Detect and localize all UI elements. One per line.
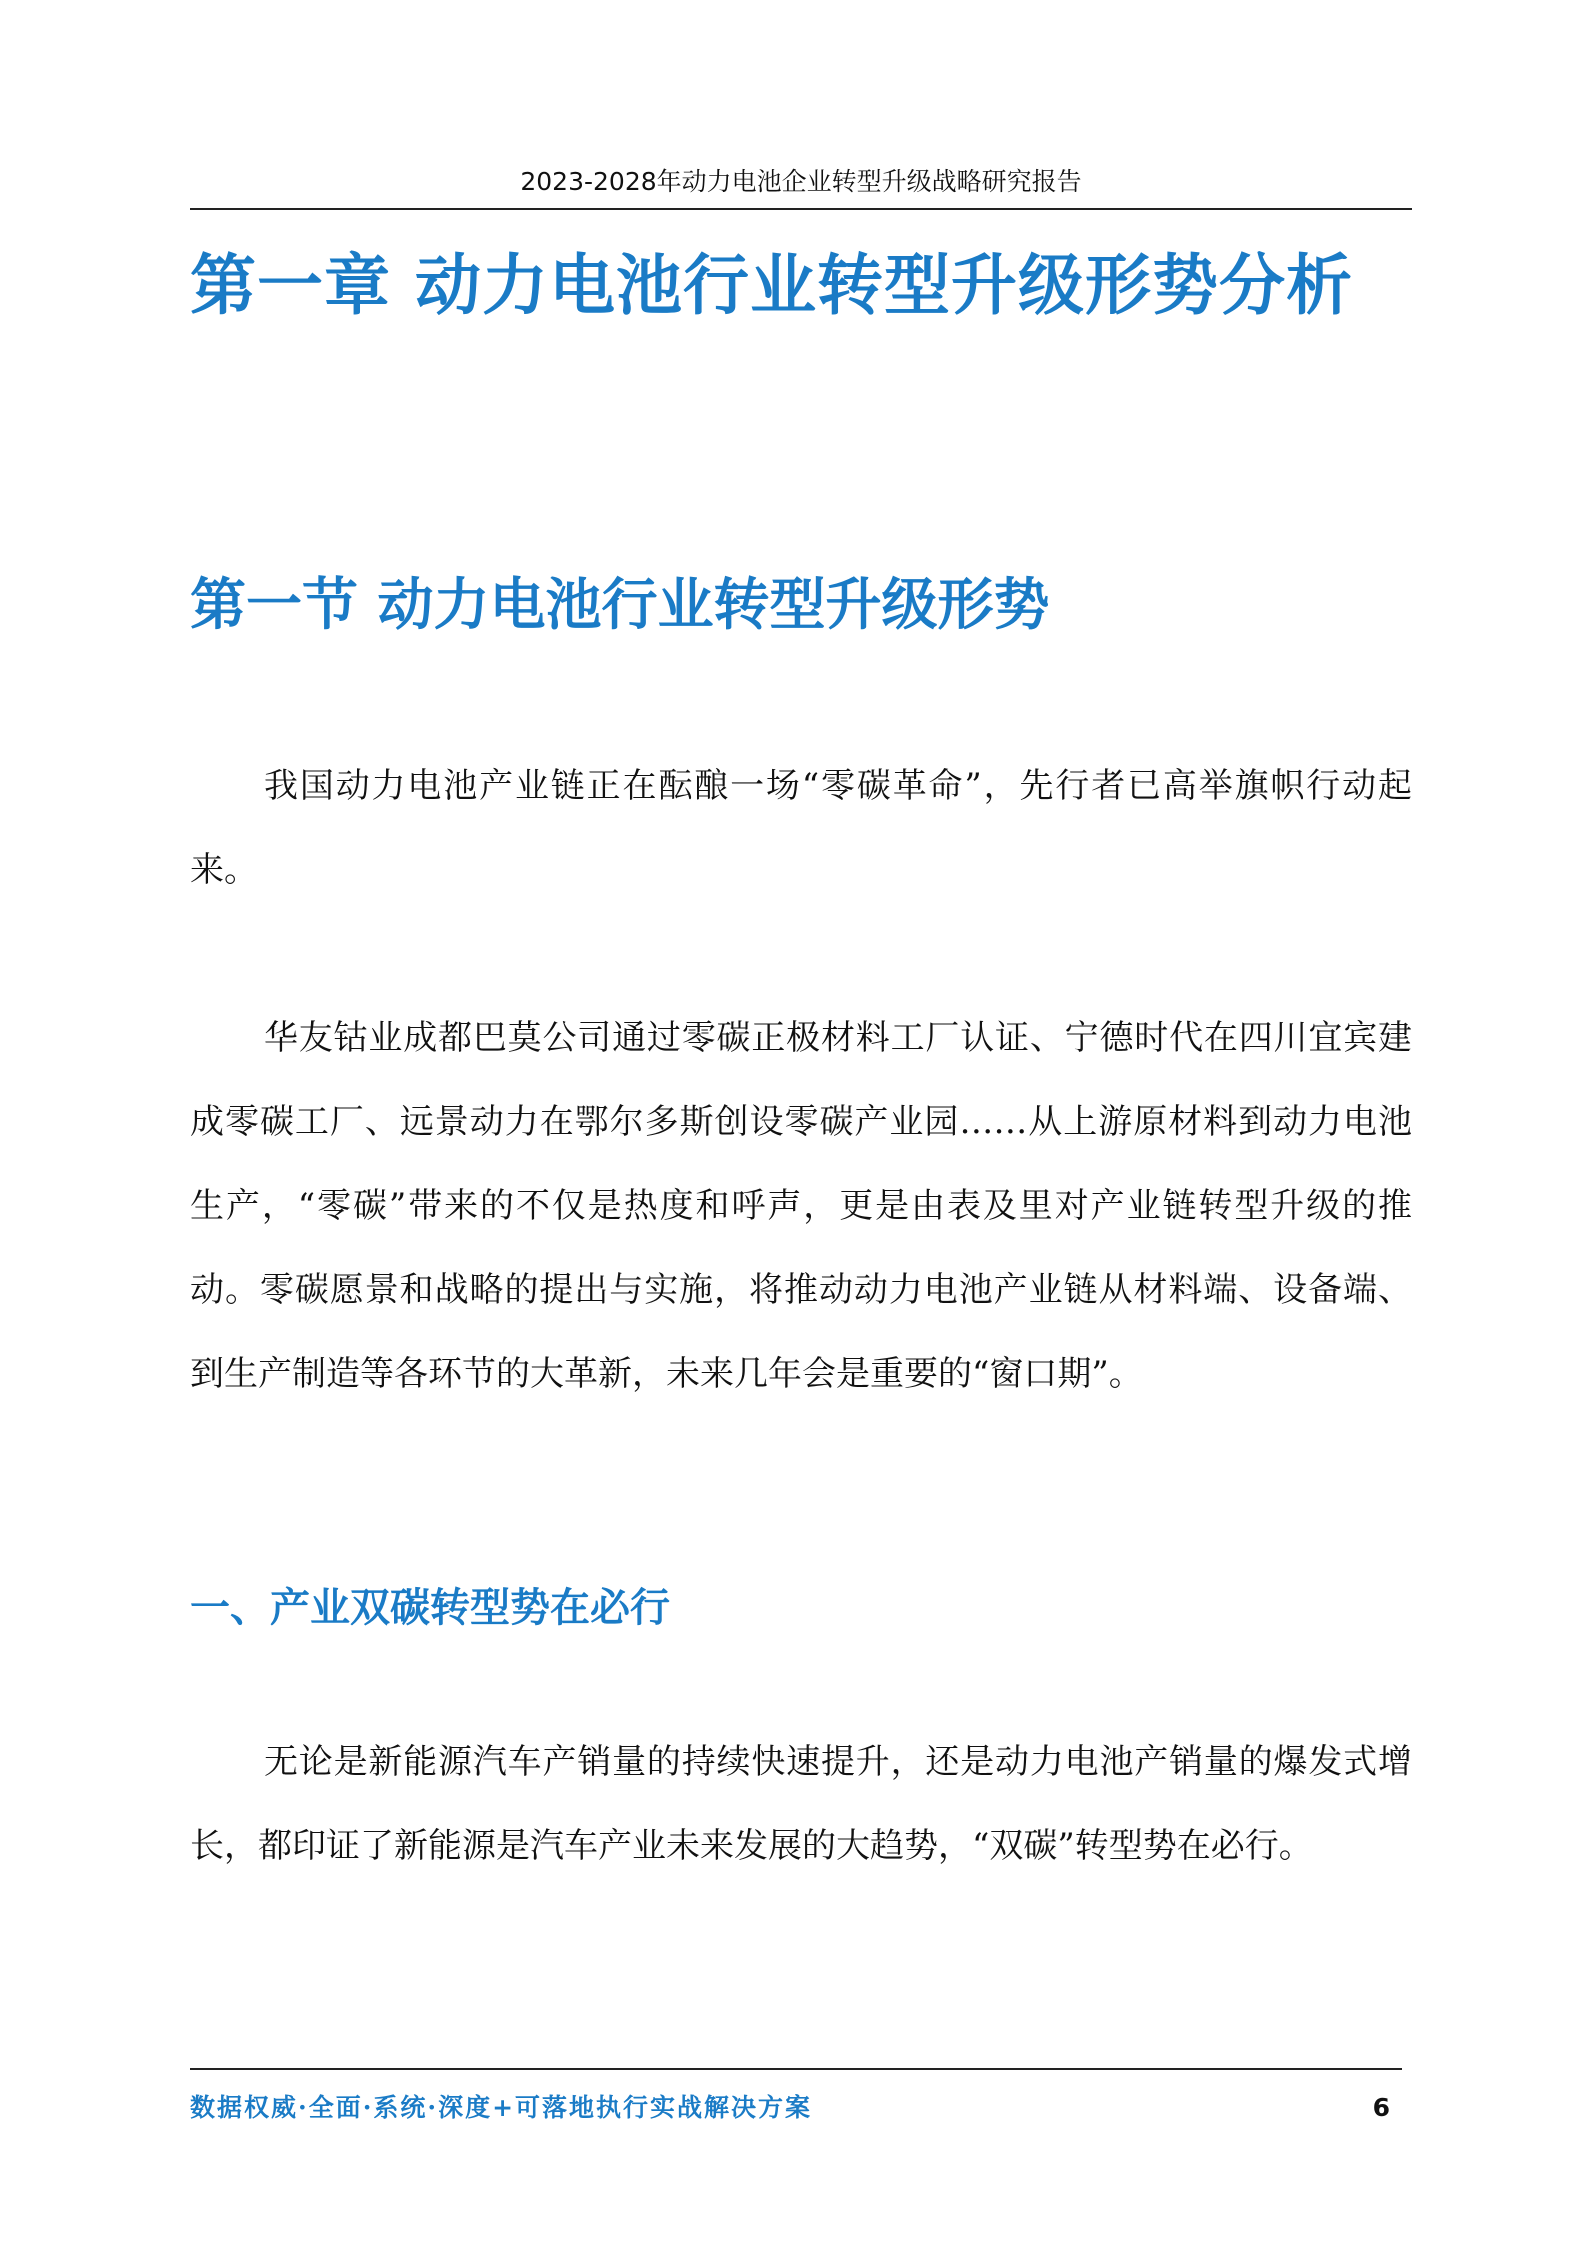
page-number: 6 bbox=[1372, 2093, 1390, 2122]
footer-divider bbox=[190, 2068, 1402, 2070]
body-paragraph-2: 华友钴业成都巴莫公司通过零碳正极材料工厂认证、宁德时代在四川宜宾建成零碳工厂、远景动力在鄂尔多斯创设零碳产业园……从上游原材料到动力电池生产，“零碳”带来的不仅是热度和呼声，更是由表及里对产业链转型升级的推动。零碳愿景和战略的提出与实施，将推动动力电池产业链从材料端、设备端、到生产制造等各环节的大革新，未来几年会是重要的“窗口期”。 bbox=[190, 1018, 1412, 1394]
section-title: 第一节 动力电池行业转型升级形势 bbox=[190, 573, 1050, 638]
header-divider bbox=[190, 208, 1412, 210]
body-paragraph-1: 我国动力电池产业链正在酝酿一场“零碳革命”，先行者已高举旗帜行动起来。 bbox=[190, 766, 1412, 890]
footer-slogan: 数据权威·全面·系统·深度+可落地执行实战解决方案 bbox=[190, 2093, 813, 2122]
running-header: 2023-2028年动力电池企业转型升级战略研究报告 bbox=[520, 167, 1082, 196]
subsection-paragraph: 无论是新能源汽车产销量的持续快速提升，还是动力电池产销量的爆发式增长，都印证了新能源是汽车产业未来发展的大趋势，“双碳”转型势在必行。 bbox=[190, 1742, 1412, 1866]
chapter-title: 第一章 动力电池行业转型升级形势分析 bbox=[190, 247, 1353, 324]
subsection-title: 一、产业双碳转型势在必行 bbox=[190, 1585, 670, 1631]
